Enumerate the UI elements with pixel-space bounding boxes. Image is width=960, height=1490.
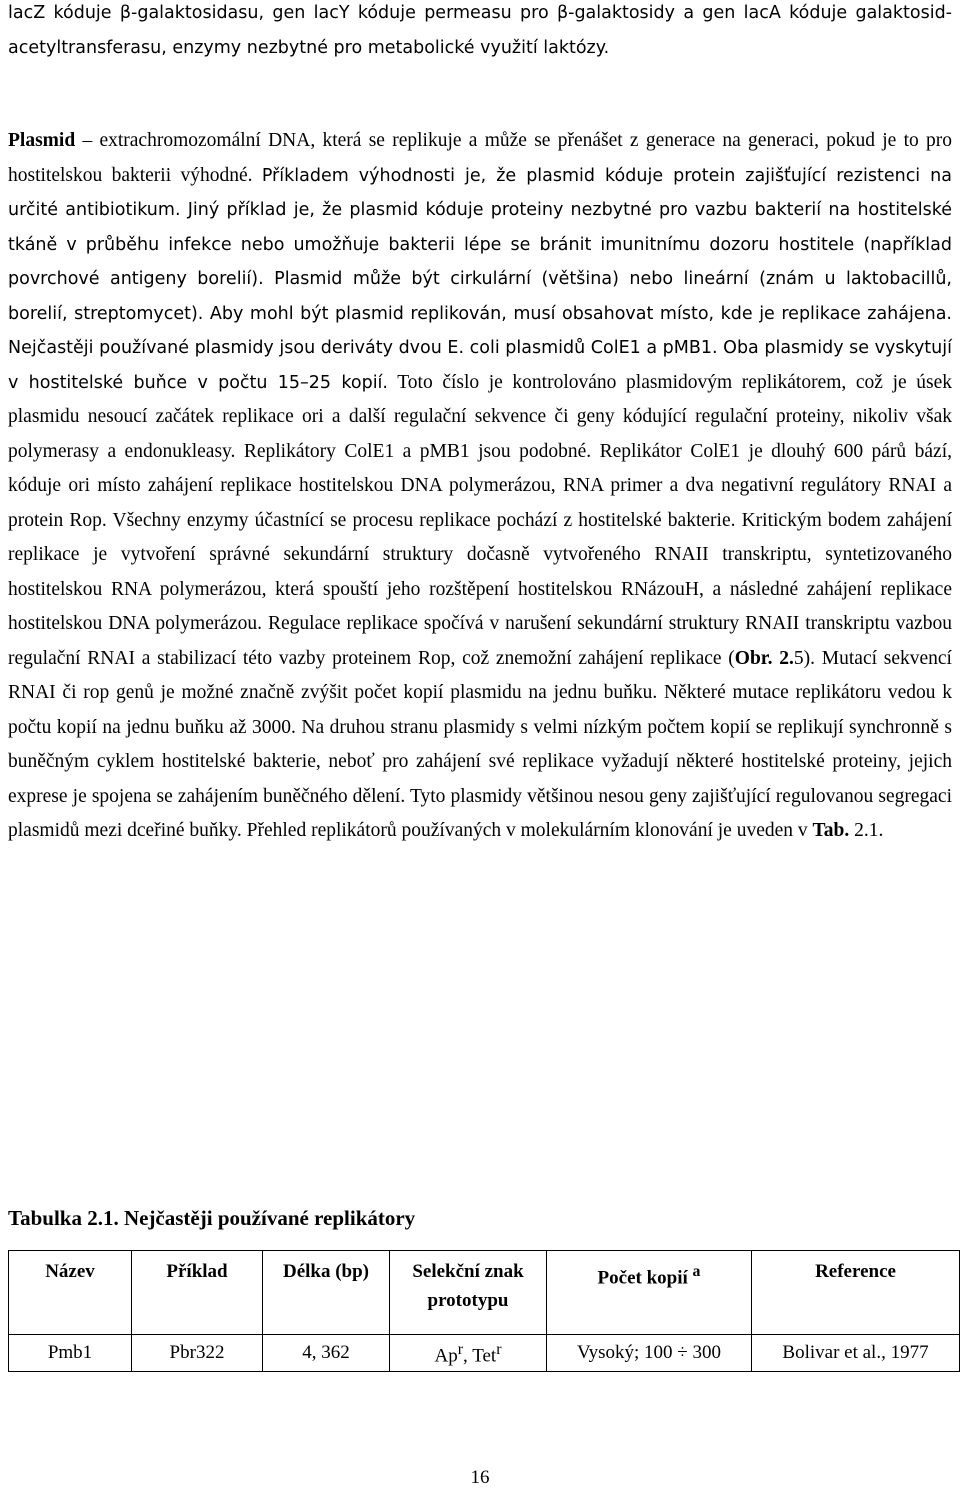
- cell-selekcni-ap: Ap: [434, 1345, 458, 1367]
- table-caption: Tabulka 2.1. Nejčastěji používané replikátory: [8, 1206, 416, 1230]
- header-reference: Reference: [752, 1251, 960, 1335]
- header-pocet-footnote: a: [692, 1263, 701, 1280]
- plasmid-examples: Příkladem výhodnosti je, že plasmid kóduje protein zajišťující rezistenci na určité antibiotikum. Jiný příklad je, že plasmid kóduje proteiny nezbytné pro vazbu bakterií na hostitelské tkáně v průběhu infekce nebo umožňuje bakterii lépe se bránit imunitnímu dozoru hostitele (například povrchové antigeny borelií). Plasmid může být cirkulární (většina) nebo lineární (znám u laktobacillů, borelií, streptomycet). Aby mohl být plasmid replikován, musí obsahovat místo, kde je replikace zahájena. Nejčastěji používané plasmidy jsou deriváty dvou E. coli plasmidů ColE1 a pMB1. Oba plasmidy se vyskytují v hostitelské buňce v počtu 15–25 kopií.: [8, 165, 952, 393]
- figure-reference: Obr. 2.: [734, 647, 794, 669]
- header-nazev: Název: [9, 1251, 132, 1335]
- header-pocet: [547, 1251, 752, 1335]
- cell-reference: Bolivar et al., 1977: [752, 1335, 960, 1372]
- cell-selekcni-ap-sup: r: [457, 1341, 464, 1358]
- intro-text: lacZ kóduje β-galaktosidasu, gen lacY kóduje permeasu pro β-galaktosidy a gen lacA kóduje galaktosid-acetyltransferasu, enzymy nezbytné pro metabolické využití laktózy.: [8, 3, 952, 58]
- plasmid-paragraph: [8, 124, 952, 849]
- intro-paragraph: [8, 0, 952, 65]
- header-priklad: Příklad: [132, 1251, 263, 1335]
- replicator-table: [8, 1250, 960, 1372]
- plasmid-term: Plasmid: [8, 130, 76, 151]
- table-header-row: [9, 1251, 960, 1335]
- plasmid-definition: – extrachromozomální DNA, která se replikuje a může se přenášet z generace na generaci, pokud je to pro hostitelskou bakterii výhodné.: [8, 130, 952, 186]
- cell-selekcni-tet: , Tet: [463, 1345, 497, 1367]
- table-reference-number: 2.1.: [849, 820, 884, 841]
- cell-pocet: Vysoký; 100 ÷ 300: [547, 1335, 752, 1372]
- cell-selekcni: [390, 1335, 547, 1372]
- cell-delka: 4, 362: [263, 1335, 390, 1372]
- page-number: 16: [470, 1467, 490, 1488]
- cell-selekcni-tet-sup: r: [496, 1341, 502, 1358]
- cell-nazev: Pmb1: [9, 1335, 132, 1372]
- plasmid-replication-text: Toto číslo je kontrolováno plasmidovým replikátorem, což je úsek plasmidu nesoucí začátek replikace ori a další regulační sekvence či geny kódující regulační proteiny, nikoliv však polymerasy a endonukleasy. Replikátory ColE1 a pMB1 jsou podobné. Replikátor ColE1 je dlouhý 600 párů bází, kóduje ori místo zahájení replikace hostitelskou DNA polymerázou, RNA primer a dva negativní regulátory RNAI a protein Rop. Všechny enzymy účastnící se procesu replikace pochází z hostitelské bakterie. Kritickým bodem zahájení replikace je vytvoření správné sekundární struktury dočasně vytvořeného RNAII transkriptu, syntetizovaného hostitelskou RNA polymerázou, která spouští jeho rozštěpení hostitelskou RNázouH, a následné zahájení replikace hostitelskou DNA polymerázou. Regulace replikace spočívá v narušení sekundární struktury RNAII transkriptu vazbou regulační RNAI a stabilizací této vazby proteinem Rop, což znemožní zahájení replikace (: [8, 371, 952, 669]
- table-reference: Tab.: [812, 820, 850, 841]
- header-selekcni: Selekční znak prototypu: [390, 1251, 547, 1335]
- header-pocet-label: Počet kopií: [597, 1267, 688, 1289]
- plasmid-mutation-text: 5). Mutací sekvencí RNAI či rop genů je možné značně zvýšit počet kopií plasmidu na jednu buňku. Některé mutace replikátoru vedou k počtu kopií na jednu buňku až 3000. Na druhou stranu plasmidy s velmi nízkým počtem kopií se replikují synchronně s buněčným cyklem hostitelské bakterie, neboť pro zahájení své replikace vyžadují některé hostitelské proteiny, jejich exprese je spojena se zahájením buněčného dělení. Tyto plasmidy většinou nesou geny zajišťující regulovanou segregaci plasmidů mezi dceřiné buňky. Přehled replikátorů používaných v molekulárním klonování je uveden v: [8, 647, 952, 841]
- header-delka: Délka (bp): [263, 1251, 390, 1335]
- cell-priklad: Pbr322: [132, 1335, 263, 1372]
- table-row: [9, 1335, 960, 1372]
